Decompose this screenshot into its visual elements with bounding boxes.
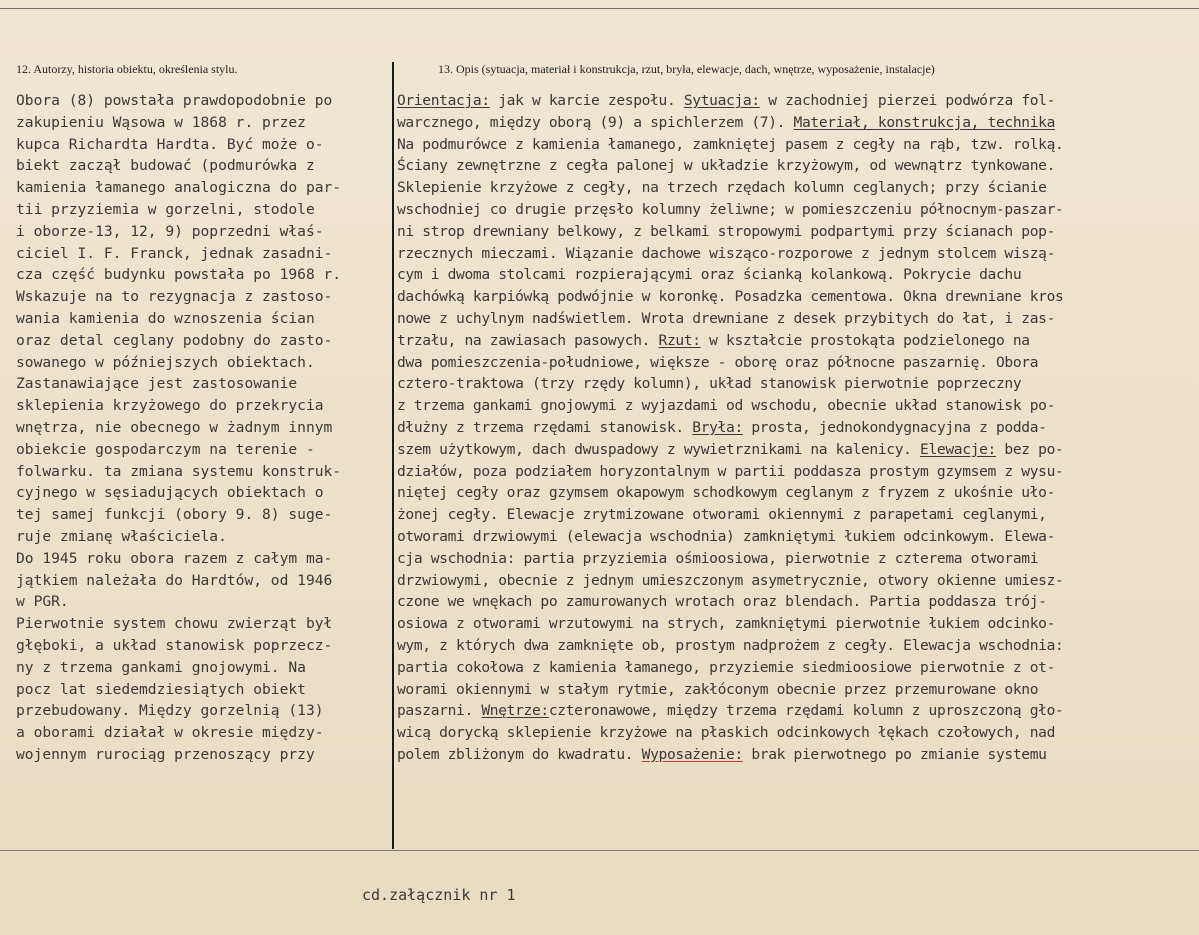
description-text: prosta, jednokondygnacyjna z podda-: [742, 418, 1047, 436]
history-line: kupca Richardta Hardta. Być może o-: [16, 135, 324, 153]
description-text: otworami drzwiowymi (elewacja wschodnia) zamkniętymi łukiem odcinkowym. Elewa-: [397, 527, 1056, 545]
history-line: obiekcie gospodarczym na terenie -: [16, 440, 315, 458]
description-text: Sklepienie krzyżowe z cegły, na trzech rzędach kolumn ceglanych; przy ścianie: [397, 179, 1047, 197]
description-text: działów, poza podziałem horyzontalnym w partii poddasza prostym gzymsem z wysu-: [397, 462, 1064, 480]
section-label: Bryła:: [692, 418, 743, 436]
description-text: jak w karcie zespołu.: [489, 92, 684, 109]
description-line: [397, 330, 1195, 352]
description-text: osiowa z otworami wrzutowymi na strych, zamkniętymi pierwotnie łukiem odcinko-: [397, 615, 1056, 633]
description-line: [397, 700, 1195, 722]
section-label: Orientacja:: [397, 92, 490, 109]
description-line: [397, 570, 1195, 592]
description-text: Na podmurówce z kamienia łamanego, zamkniętej pasem z cegły na rąb, tzw. rolką.: [397, 135, 1064, 153]
history-line: ny z trzema gankami gnojowymi. Na: [16, 658, 306, 676]
description-text: czone we wnękach po zamurowanych wrotach oraz blendach. Partia poddasza trój-: [397, 593, 1047, 611]
description-text: worami okiennymi w stałym rytmie, zakłóconym obecnie przez przemurowane okno: [397, 680, 1039, 698]
column-divider: [392, 62, 394, 849]
description-text: partia cokołowa z kamienia łamanego, przyziemie siedmioosiowe pierwotnie z ot-: [397, 658, 1056, 676]
description-text: rzecznych mieczami. Wiązanie dachowe wisząco-rozporowe z jednym stolcem wiszą-: [397, 244, 1056, 262]
description-text: dachówką karpiówką podwójnie w koronkę. Posadzka cementowa. Okna drewniane kros: [397, 288, 1064, 306]
description-text: wym, z których dwa zamknięte ob, prostym nadprożem z cegły. Elewacja wschodnia:: [397, 636, 1064, 654]
description-line: [397, 199, 1195, 221]
description-line: [397, 504, 1195, 526]
description-text: trzału, na zawiasach pasowych.: [397, 331, 659, 349]
history-line: i oborze-13, 12, 9) poprzedni właś-: [16, 222, 324, 240]
description-text: cym i dwoma stolcami rozpierającymi oraz ścianką kolankową. Pokrycie dachu: [397, 266, 1022, 284]
history-line: cyjnego w sęsiadujących obiektach o: [16, 484, 324, 502]
section-13-header: 13. Opis (sytuacja, materiał i konstrukcja, rzut, bryła, elewacje, dach, wnętrze, wyposażenie, instalacje): [438, 62, 935, 76]
history-line: głęboki, a układ stanowisk poprzecz-: [16, 636, 333, 654]
history-line: Zastanawiające jest zastosowanie: [16, 375, 298, 393]
description-line: [397, 264, 1195, 286]
description-line: [397, 526, 1195, 548]
description-text: dwa pomieszczenia-południowe, większe - oborę oraz północne paszarnię. Obora: [397, 353, 1039, 371]
description-line: [397, 221, 1195, 243]
description-text: w kształcie prostokąta podzielonego na: [700, 331, 1030, 349]
description-text: wicą dorycką sklepienie krzyżowe na płaskich odcinkowych łękach czołowych, nad: [397, 724, 1056, 742]
description-text: paszarni.: [397, 702, 482, 720]
description-text: niętej cegły oraz gzymsem okapowym schodkowym ceglanym z fryzem z ukośnie uło-: [397, 484, 1056, 502]
section-label: Wyposażenie:: [641, 745, 743, 763]
description-text: warcznego, między oborą (9) a spichlerzem (7).: [397, 113, 794, 131]
history-line: oraz detal ceglany podobny do zasto-: [16, 331, 333, 349]
history-line: cza część budynku powstała po 1968 r.: [16, 266, 342, 284]
description-line: [397, 613, 1195, 635]
section-label: Materiał, konstrukcja, technika: [793, 113, 1056, 131]
description-text: cztero-traktowa (trzy rzędy kolumn), układ stanowisk pierwotnie poprzeczny: [397, 375, 1022, 393]
section-label: Rzut:: [658, 331, 701, 349]
description-text: szem użytkowym, dach dwuspadowy z wywietrznikami na kalenicy.: [397, 440, 921, 458]
description-text: z trzema gankami gnojowymi z wyjazdami od wschodu, obecnie układ stanowisk po-: [397, 397, 1056, 415]
description-text: żonej cegły. Elewacje zrytmizowane otworami okiennymi z parapetami ceglanymi,: [397, 506, 1047, 524]
history-line: zakupieniu Wąsowa w 1868 r. przez: [16, 113, 306, 131]
section-12-header: 12. Autorzy, historia obiektu, określenia stylu.: [16, 62, 238, 76]
section-label: Wnętrze:: [481, 702, 549, 720]
history-line: pocz lat siedemdziesiątych obiekt: [16, 680, 306, 698]
history-line: w PGR.: [16, 593, 69, 611]
description-line: [397, 482, 1195, 504]
history-line: Do 1945 roku obora razem z całym ma-: [16, 549, 333, 567]
description-line: [397, 461, 1195, 483]
section-label: Elewacje:: [920, 440, 996, 458]
history-line: Wskazuje na to rezygnacja z zastoso-: [16, 288, 333, 306]
description-text: drzwiowymi, obecnie z jednym umieszczonym asymetrycznie, otwory okienne umiesz-: [397, 571, 1064, 589]
description-text: polem zbliżonym do kwadratu.: [397, 745, 642, 763]
history-line: folwarku. ta zmiana systemu konstruk-: [16, 462, 342, 480]
history-line: a oborami działał w okresie między-: [16, 724, 324, 742]
description-line: [397, 134, 1195, 156]
description-line: [397, 352, 1195, 374]
top-rule: [0, 8, 1199, 9]
description-line: [397, 112, 1195, 134]
description-line: [397, 744, 1195, 766]
description-line: [397, 591, 1195, 613]
history-line: sowanego w późniejszych obiektach.: [16, 353, 315, 371]
history-line: Obora (8) powstała prawdopodobnie po: [16, 92, 333, 109]
history-line: sklepienia krzyżowego do przekrycia: [16, 397, 324, 415]
description-line: [397, 177, 1195, 199]
history-line: wnętrza, nie obecnego w żadnym innym: [16, 418, 333, 436]
history-line: ruje zmianę właściciela.: [16, 527, 227, 545]
annex-note: cd.załącznik nr 1: [362, 886, 516, 904]
description-line: [397, 155, 1195, 177]
description-text: w zachodniej pierzei podwórza fol-: [759, 92, 1056, 109]
description-text: brak pierwotnego po zmianie systemu: [742, 745, 1047, 763]
description-line: [397, 243, 1195, 265]
description-text: ni strop drewniany belkowy, z belkami stropowymi podpartymi przy ścianach pop-: [397, 222, 1056, 240]
description-text: dłużny z trzema rzędami stanowisk.: [397, 418, 693, 436]
history-line: ciciel I. F. Franck, jednak zasadni-: [16, 244, 333, 262]
description-line: [397, 90, 1195, 112]
section-label: Sytuacja:: [683, 92, 760, 109]
description-text: bez po-: [995, 440, 1064, 458]
description-column: [397, 90, 1195, 766]
description-line: [397, 722, 1195, 744]
description-line: [397, 417, 1195, 439]
description-line: [397, 657, 1195, 679]
history-line: kamienia łamanego analogiczna do par-: [16, 179, 342, 197]
history-line: tej samej funkcji (obory 9. 8) suge-: [16, 506, 333, 524]
description-line: [397, 308, 1195, 330]
history-line: tii przyziemia w gorzelni, stodole: [16, 200, 315, 218]
history-line: Pierwotnie system chowu zwierząt był: [16, 615, 333, 633]
description-text: cja wschodnia: partia przyziemia ośmioosiowa, pierwotnie z czterema otworami: [397, 549, 1039, 567]
history-line: wojennym rurociąg przenoszący przy: [16, 745, 315, 763]
history-line: wania kamienia do wznoszenia ścian: [16, 309, 315, 327]
history-column: [16, 90, 388, 766]
description-line: [397, 548, 1195, 570]
description-text: wschodniej co drugie przęsło kolumny żeliwne; w pomieszczeniu północnym-paszar-: [397, 200, 1064, 218]
bottom-rule: [0, 850, 1199, 851]
description-line: [397, 395, 1195, 417]
history-line: jątkiem należała do Hardtów, od 1946: [16, 571, 333, 589]
description-line: [397, 286, 1195, 308]
description-line: [397, 679, 1195, 701]
description-text: Ściany zewnętrzne z cegła palonej w układzie krzyżowym, od wewnątrz tynkowane.: [397, 157, 1056, 175]
description-line: [397, 373, 1195, 395]
history-line: przebudowany. Między gorzelnią (13): [16, 702, 324, 720]
description-text: czteronawowe, między trzema rzędami kolumn z uproszczoną gło-: [548, 702, 1064, 720]
history-line: biekt zaczął budować (podmurówka z: [16, 157, 315, 175]
description-line: [397, 635, 1195, 657]
description-text: nowe z uchylnym nadświetlem. Wrota drewniane z desek przybitych do łat, i zas-: [397, 309, 1056, 327]
description-line: [397, 439, 1195, 461]
